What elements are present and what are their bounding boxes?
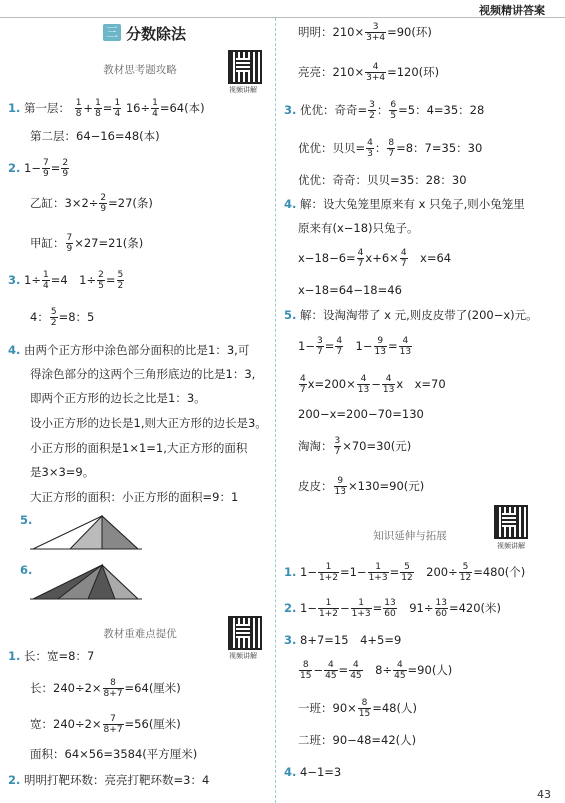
text: 第一层：	[24, 101, 71, 115]
left-line-12: 小正方形的面积是1×1=1,大正方形的面积	[30, 441, 248, 455]
chapter-number: 三	[105, 25, 118, 39]
right-line-10: 5. 解：设淘淘带了 x 元,则皮皮带了(200−x)元。	[284, 308, 538, 322]
right-line-16: 1. 1− $\frac{1}{1+2}$ =1− $\frac{1}{1+3}$ = $\frac{5}{12}$ 200÷ $\frac{5}{12}$ =480(个)	[284, 562, 526, 583]
qr-code-2[interactable]	[228, 616, 262, 650]
right-line-1: 明明：210× $\frac{3}{3+4}$ =90(环)	[298, 22, 432, 43]
qr-label-2: 视频讲解	[229, 652, 257, 660]
right-line-19: $\frac{8}{15}$ − $\frac{4}{45}$ = $\frac{4}{45}$ 8÷ $\frac{4}{45}$ =90(人)	[300, 660, 453, 681]
right-line-13: 200−x=200−70=130	[298, 407, 424, 421]
left-line-11: 设小正方形的边长是1,则大正方形的边长是3。	[30, 416, 267, 430]
triangle-figure-6	[30, 563, 142, 603]
right-line-4: 优优：贝贝= $\frac{4}{3}$ ： $\frac{8}{7}$ =8：7=35：30	[298, 138, 483, 159]
left-line-1: 1. 第一层： $\frac{1}{8}$ + $\frac{1}{8}$ = $\frac{1}{4}$ 16÷ $\frac{1}{4}$ =64(本)	[8, 98, 205, 119]
left-line-10: 即两个正方形的边长之比是1：3。	[30, 391, 206, 405]
left-line-4: 乙缸：3×2÷ $\frac{2}{9}$ =27(条)	[30, 193, 153, 214]
left-line-3: 2. 1− $\frac{7}{9}$ = $\frac{2}{9}$	[8, 158, 69, 179]
left-line-17: 1. 长：宽=8：7	[8, 649, 95, 663]
left-line-5: 甲缸： $\frac{7}{9}$ ×27=21(条)	[30, 233, 144, 254]
text: =64(本)	[159, 101, 205, 115]
right-line-17: 2. 1− $\frac{1}{1+2}$ − $\frac{1}{1+3}$ = $\frac{13}{60}$ 91÷ $\frac{13}{60}$ =420(米)	[284, 598, 502, 619]
right-line-3: 3. 优优：奇奇= $\frac{3}{2}$ ： $\frac{6}{5}$ =5：4=35：28	[284, 100, 485, 121]
right-line-9: x−18=64−18=46	[298, 283, 402, 297]
right-line-2: 亮亮：210× $\frac{4}{3+4}$ =120(环)	[298, 62, 440, 83]
section-title-2: 教材重难点提优	[103, 628, 177, 640]
header-rule	[0, 17, 565, 18]
text: 16÷	[125, 101, 151, 115]
qr-code-3[interactable]	[494, 505, 528, 539]
center-divider	[275, 18, 276, 803]
left-line-19: 宽：240÷2× $\frac{7}{8+7}$ =56(厘米)	[30, 714, 181, 735]
left-line-7: 4： $\frac{5}{2}$ =8：5	[30, 307, 95, 328]
right-line-8: x−18−6= $\frac{4}{7}$ x+6× $\frac{4}{7}$ x=64	[298, 248, 452, 269]
right-line-12: $\frac{4}{7}$ x=200× $\frac{4}{13}$ − $\frac{4}{13}$ x x=70	[300, 374, 446, 395]
right-line-21: 二班：90−48=42(人)	[298, 733, 417, 747]
chapter-badge	[103, 24, 121, 41]
right-line-15: 皮皮： $\frac{9}{13}$ ×130=90(元)	[298, 476, 425, 497]
left-line-6: 3. 1÷ $\frac{1}{4}$ =4 1÷ $\frac{2}{5}$ = $\frac{5}{2}$	[8, 270, 124, 291]
q5-number: 5.	[20, 513, 33, 527]
section-title-1: 教材思考题攻略	[103, 64, 177, 76]
fraction: $\frac{1}{8}$	[95, 98, 101, 119]
q-number: 1.	[8, 101, 21, 115]
qr-label-1: 视频讲解	[229, 86, 257, 94]
triangle-figure-5	[30, 514, 142, 554]
left-line-20: 面积：64×56=3584(平方厘米)	[30, 747, 198, 761]
left-line-9: 得涂色部分的这两个三角形底边的比是1：3,	[30, 367, 256, 381]
fraction: $\frac{1}{4}$	[152, 98, 158, 119]
qr-code-1[interactable]	[228, 50, 262, 84]
right-line-6: 4. 解：设大兔笼里原来有 x 只兔子,则小兔笼里	[284, 197, 525, 211]
left-line-21: 2. 明明打靶环数：亮亮打靶环数=3：4	[8, 773, 210, 787]
right-line-11: 1− $\frac{3}{7}$ = $\frac{4}{7}$ 1− $\frac{9}{13}$ = $\frac{4}{13}$	[298, 336, 412, 357]
right-line-7: 原来有(x−18)只兔子。	[298, 221, 419, 235]
page-number: 43	[537, 788, 551, 801]
left-line-8: 4. 由两个正方形中涂色部分面积的比是1：3,可	[8, 343, 250, 357]
fraction: $\frac{1}{8}$	[75, 98, 82, 119]
right-line-5: 优优：奇奇：贝贝=35：28：30	[298, 173, 467, 187]
q6-number: 6.	[20, 563, 33, 577]
left-line-14: 大正方形的面积：小正方形的面积=9：1	[30, 490, 239, 504]
qr-label-3: 视频讲解	[497, 542, 525, 550]
left-line-13: 是3×3=9。	[30, 465, 95, 479]
right-line-20: 一班：90× $\frac{8}{15}$ =48(人)	[298, 698, 417, 719]
right-line-22: 4. 4−1=3	[284, 765, 342, 779]
right-line-14: 淘淘： $\frac{3}{7}$ ×70=30(元)	[298, 436, 412, 457]
right-line-18: 3. 8+7=15 4+5=9	[284, 633, 402, 647]
section-title-3: 知识延伸与拓展	[373, 530, 447, 542]
header-title: 视频精讲答案	[479, 4, 545, 17]
fraction: $\frac{1}{4}$	[114, 98, 121, 119]
chapter-title: 分数除法	[126, 25, 187, 43]
left-line-18: 长：240÷2× $\frac{8}{8+7}$ =64(厘米)	[30, 678, 181, 699]
left-line-2: 第二层：64−16=48(本)	[30, 129, 160, 143]
